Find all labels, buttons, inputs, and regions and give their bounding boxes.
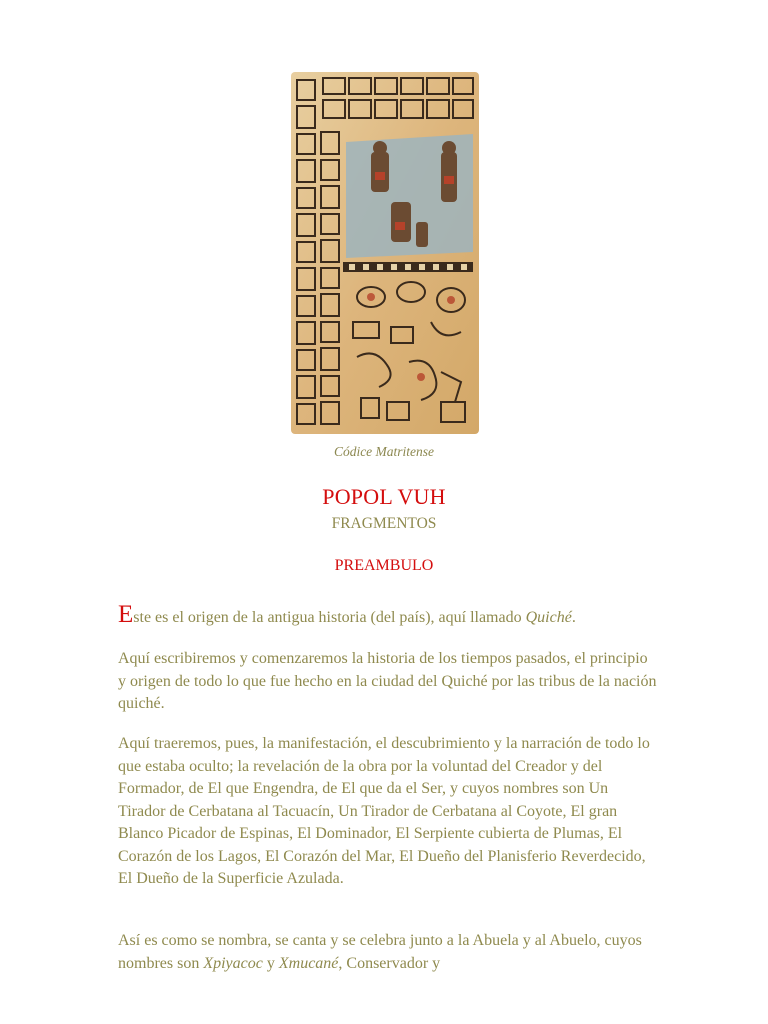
- paragraph-1-emphasis: Quiché: [525, 609, 572, 626]
- drop-cap: E: [118, 601, 134, 628]
- paragraph-1-end: .: [571, 609, 576, 626]
- paragraph-4-emphasis-b: Xmucané: [278, 954, 339, 972]
- paragraph-1: [118, 601, 658, 630]
- paragraph-4-text-a: Así es como se nombra, se canta y se celebra junto a la Abuela y al Abuelo, cuyos nombres son: [118, 932, 642, 972]
- paragraph-4: [118, 930, 658, 975]
- paragraph-1-text: ste es el origen de la antigua historia (del país), aquí llamado: [133, 609, 526, 626]
- codex-illustration: [291, 72, 479, 434]
- paragraph-4-text-c: , Conservador y: [338, 954, 441, 972]
- paragraph-4-emphasis-a: Xpiyacoc: [203, 954, 263, 972]
- paragraph-2-text: Aquí escribiremos y comenzaremos la historia de los tiempos pasados, el principio y origen de todo lo que fue hecho en la ciudad del Quiché por las tribus de la nación quiché.: [118, 650, 657, 712]
- paragraph-3-text: Aquí traeremos, pues, la manifestación, el descubrimiento y la narración de todo lo que estaba oculto; la revelación de la obra por la voluntad del Creador y del Formador, de El que Engendra, de El que da el Ser, y cuyos nombres son Un Tirador de Cerbatana al Tacuacín, Un Tirador de Cerbatana al Coyote, El gran Blanco Picador de Espinas, El Dominador, El Serpiente cubierta de Plumas, El Corazón de los Lagos, El Corazón del Mar, El Dueño del Planisferio Reverdecido, El Dueño de la Superficie Azulada.: [118, 735, 650, 887]
- paragraph-2: [118, 648, 658, 716]
- paragraph-4-text-b: y: [262, 954, 279, 972]
- document-title: POPOL VUH: [322, 484, 446, 509]
- section-heading: PREAMBULO: [334, 557, 434, 574]
- codex-image: [291, 72, 479, 434]
- paragraph-3: [118, 733, 658, 891]
- document-subtitle: FRAGMENTOS: [331, 515, 437, 532]
- figure-caption: Códice Matritense: [333, 444, 435, 459]
